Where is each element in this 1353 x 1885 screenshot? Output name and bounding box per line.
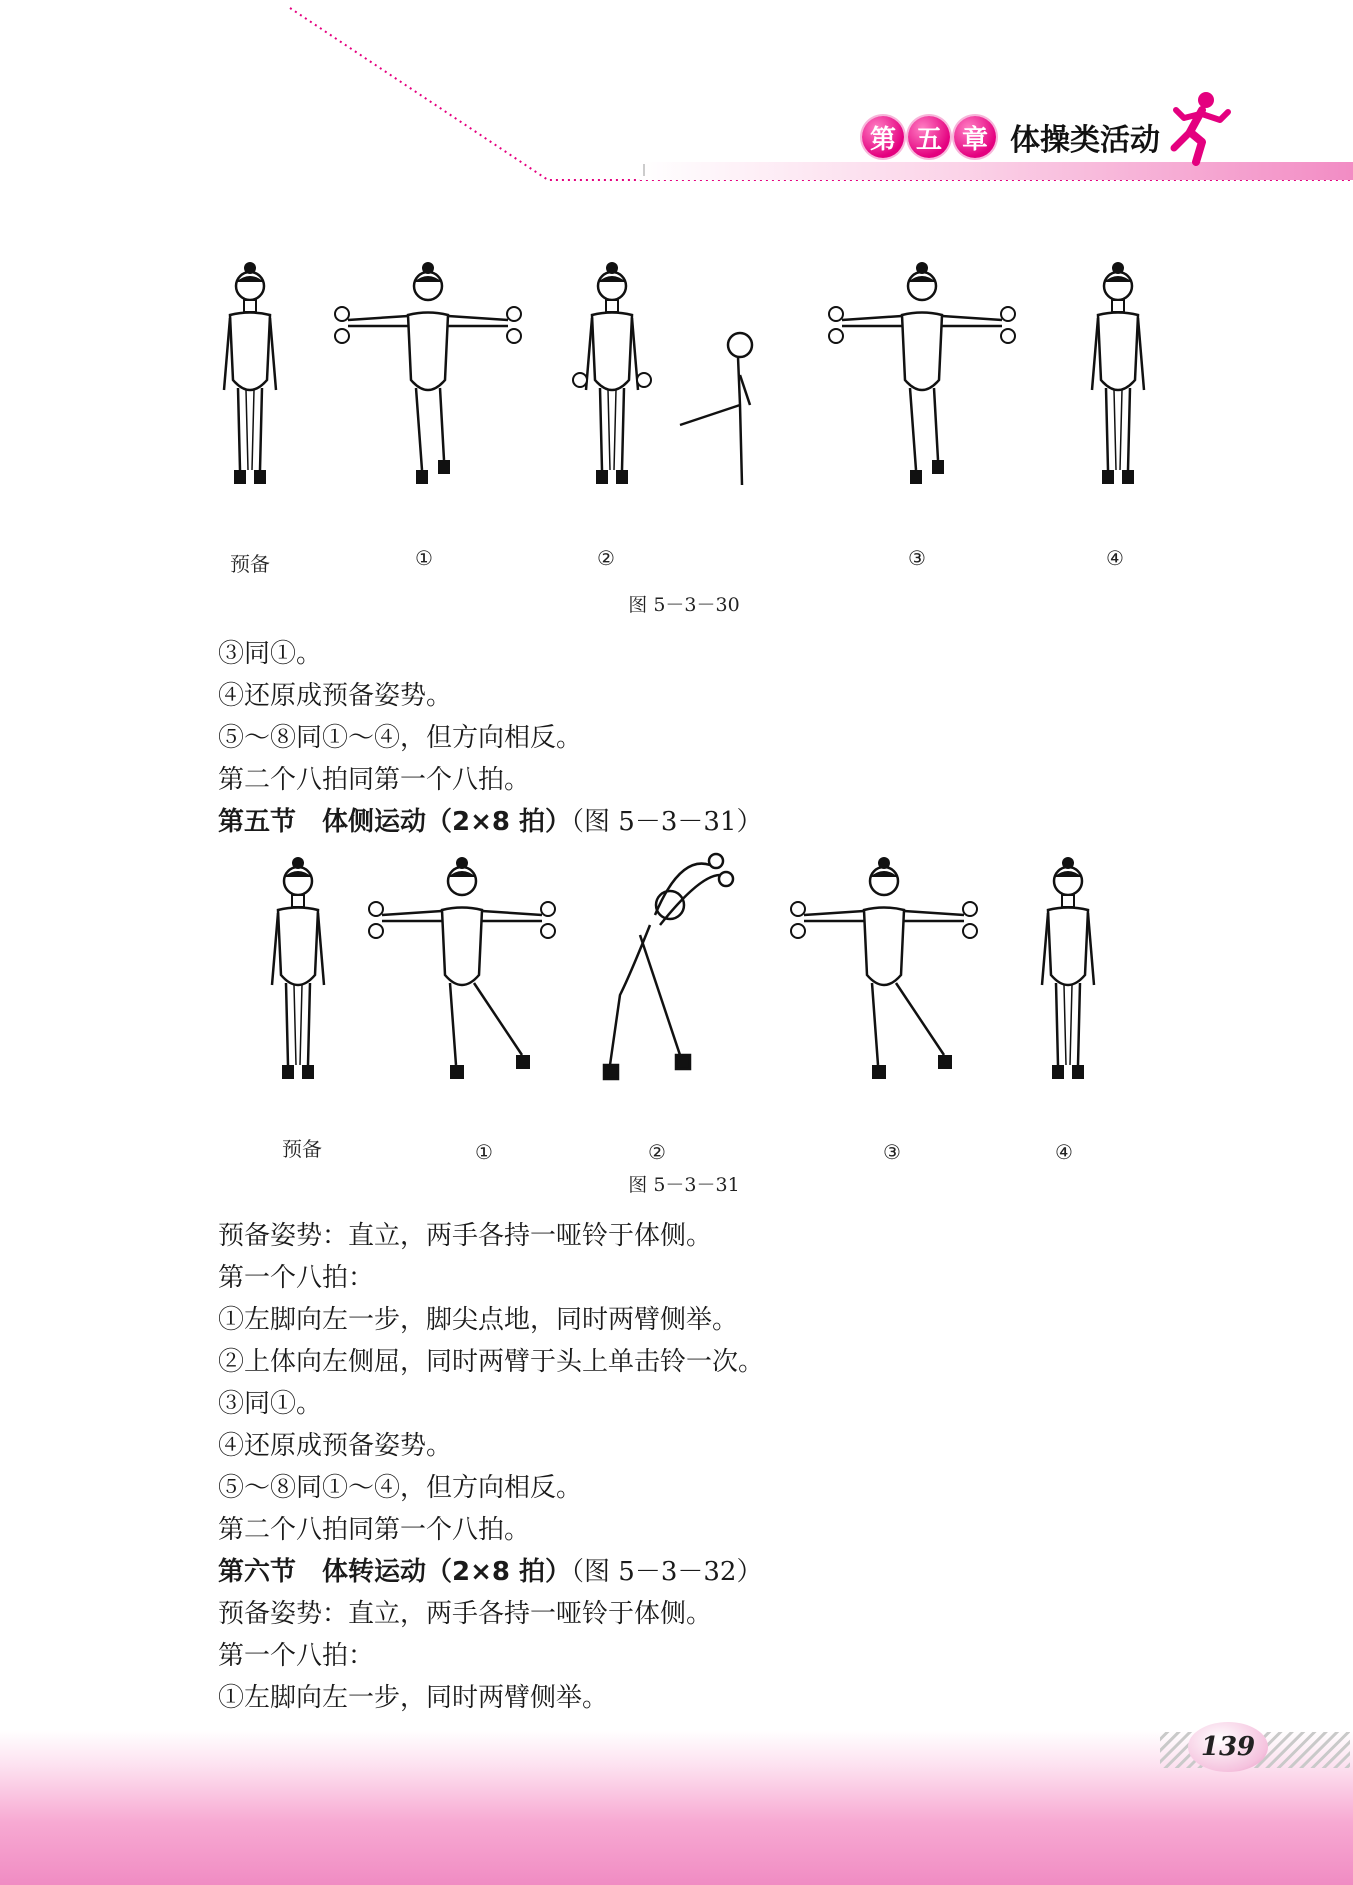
chapter-char-1: 第 [862, 116, 904, 158]
figure-30-ready [224, 262, 276, 484]
text-line: ⑤～⑧同①～④，但方向相反。 [218, 723, 583, 753]
text-line: ①左脚向左一步，同时两臂侧举。 [218, 1683, 609, 1713]
page-number: 139 [1200, 1732, 1256, 1762]
chapter-char-3: 章 [954, 116, 996, 158]
figure-30-step3 [829, 262, 1015, 484]
text-line: ③同①。 [218, 639, 323, 669]
text-line: ④还原成预备姿势。 [218, 681, 453, 711]
chapter-char-2: 五 [908, 116, 950, 158]
text-line: 第一个八拍： [218, 1641, 375, 1671]
figure-30-label-2: ② [597, 546, 615, 570]
text-line: ⑤～⑧同①～④，但方向相反。 [218, 1473, 583, 1503]
figure-31-label-ready: 预备 [282, 1137, 322, 1161]
figure-31-step3 [791, 857, 977, 1079]
figure-31-step2 [604, 854, 733, 1079]
figure-5-3-30 [0, 255, 1353, 540]
text-line: 第二个八拍同第一个八拍。 [218, 765, 531, 795]
text-line: 预备姿势：直立，两手各持一哑铃于体侧。 [218, 1221, 713, 1251]
text-line: 第一个八拍： [218, 1263, 375, 1293]
text-line: ④还原成预备姿势。 [218, 1431, 453, 1461]
figure-5-3-31 [0, 850, 1353, 1115]
figure-31-label-3: ③ [883, 1140, 901, 1164]
page-number-badge [1188, 1722, 1268, 1772]
section-5-title: 第五节 体侧运动（2×8 拍） [218, 807, 572, 837]
text-line: ②上体向左侧屈，同时两臂于头上单击铃一次。 [218, 1347, 765, 1377]
header-decoration [0, 0, 1353, 200]
figure-31-ready [272, 857, 324, 1079]
text-line: ③同①。 [218, 1389, 323, 1419]
section-6-title: 第六节 体转运动（2×8 拍） [218, 1557, 572, 1587]
figure-30-caption: 图 5－3－30 [628, 594, 740, 616]
figure-30-step2-side [680, 333, 752, 485]
chapter-title: 体操类活动 [1010, 123, 1160, 158]
figure-31-step4 [1042, 857, 1094, 1079]
figure-30-label-4: ④ [1106, 546, 1124, 570]
text-line: ①左脚向左一步，脚尖点地，同时两臂侧举。 [218, 1305, 739, 1335]
figure-31-label-2: ② [648, 1140, 666, 1164]
section-5-heading [218, 801, 1218, 843]
figure-31-caption: 图 5－3－31 [628, 1174, 740, 1196]
footer-band [0, 1730, 1353, 1885]
figure-30-label-3: ③ [908, 546, 926, 570]
figure-30-label-1: ① [415, 546, 433, 570]
chapter-header [862, 112, 1160, 162]
section-6-figure-ref: （图 5－3－32） [571, 1557, 763, 1587]
section-6-heading [218, 1551, 1218, 1593]
figure-30-step2 [573, 262, 651, 484]
text-line: 第二个八拍同第一个八拍。 [218, 1515, 531, 1545]
figure-30-step1 [335, 262, 521, 484]
text-block-top [218, 633, 1218, 843]
text-block-middle [218, 1215, 1218, 1719]
figure-30-label-ready: 预备 [230, 552, 270, 576]
section-5-figure-ref: （图 5－3－31） [571, 807, 763, 837]
runner-icon [1162, 90, 1232, 170]
figure-31-label-1: ① [475, 1140, 493, 1164]
page-number-area [1160, 1718, 1350, 1778]
text-line: 预备姿势：直立，两手各持一哑铃于体侧。 [218, 1599, 713, 1629]
figure-31-label-4: ④ [1055, 1140, 1073, 1164]
figure-31-step1 [369, 857, 555, 1079]
figure-30-step4 [1092, 262, 1144, 484]
